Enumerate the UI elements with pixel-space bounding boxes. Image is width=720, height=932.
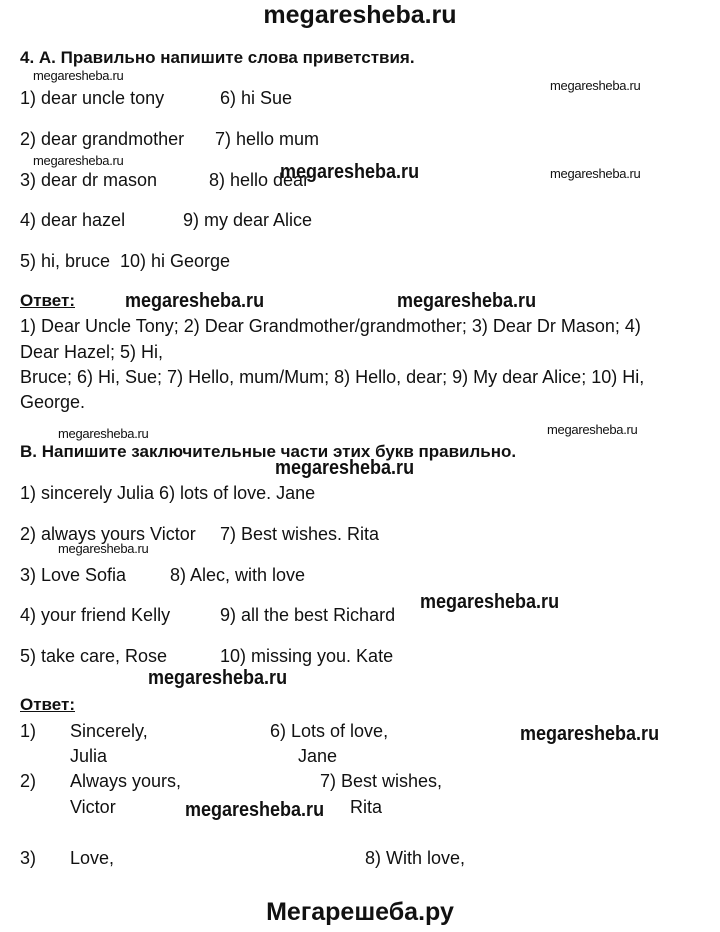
watermark: megaresheba.ru	[58, 426, 149, 441]
exercise-item: 3) dear dr mason	[20, 170, 158, 190]
answer-label: Ответ:	[20, 695, 75, 714]
section-b-title: B. Напишите заключительные части этих букв правильно.	[20, 442, 517, 461]
watermark: megaresheba.ru	[125, 290, 265, 312]
watermark: megaresheba.ru	[58, 541, 149, 556]
watermark: megaresheba.ru	[148, 667, 288, 689]
watermark: megaresheba.ru	[550, 166, 641, 181]
site-header: megaresheba.ru	[263, 1, 457, 29]
answer-closing: 6) Lots of love,	[270, 721, 389, 741]
answer-signature: Julia	[70, 746, 108, 766]
exercise-item: 7) hello mum	[215, 129, 320, 149]
exercise-item: 4) your friend Kelly	[20, 605, 171, 625]
watermark: megaresheba.ru	[280, 161, 420, 183]
answer-line: George.	[20, 392, 86, 412]
exercise-item: 5) take care, Rose	[20, 646, 168, 666]
exercise-item: 2) always yours Victor	[20, 524, 196, 544]
watermark: megaresheba.ru	[420, 591, 560, 613]
answer-number: 3)	[20, 848, 37, 868]
exercise-item: 10) hi George	[120, 251, 231, 271]
site-footer: Мегарешеба.ру	[266, 898, 454, 926]
exercise-item: 9) my dear Alice	[183, 210, 313, 230]
exercise-item: 1) sincerely Julia 6) lots of love. Jane	[20, 483, 316, 503]
answer-line: Bruce; 6) Hi, Sue; 7) Hello, mum/Mum; 8) Hello, dear; 9) My dear Alice; 10) Hi,	[20, 367, 645, 387]
watermark: megaresheba.ru	[520, 723, 660, 745]
answer-signature: Rita	[350, 797, 383, 817]
exercise-item: 1) dear uncle tony	[20, 88, 165, 108]
answer-closing: Love,	[70, 848, 115, 868]
section-a-title: 4. А. Правильно напишите слова приветствия.	[20, 48, 415, 67]
exercise-item: 6) hi Sue	[220, 88, 293, 108]
watermark: megaresheba.ru	[550, 78, 641, 93]
answer-closing: 7) Best wishes,	[320, 771, 443, 791]
watermark: megaresheba.ru	[33, 68, 124, 83]
answer-signature: Jane	[298, 746, 338, 766]
answer-number: 1)	[20, 721, 37, 741]
answer-line: 1) Dear Uncle Tony; 2) Dear Grandmother/grandmother; 3) Dear Dr Mason; 4)	[20, 316, 641, 336]
exercise-item: 4) dear hazel	[20, 210, 126, 230]
answer-label: Ответ:	[20, 291, 75, 310]
watermark: megaresheba.ru	[547, 422, 638, 437]
answer-line: Dear Hazel; 5) Hi,	[20, 342, 164, 362]
exercise-item: 2) dear grandmother	[20, 129, 185, 149]
answer-signature: Victor	[70, 797, 116, 817]
answer-closing: 8) With love,	[365, 848, 466, 868]
watermark: megaresheba.ru	[33, 153, 124, 168]
exercise-item: 8) hello dear	[209, 170, 310, 190]
exercise-item: 8) Alec, with love	[170, 565, 306, 585]
exercise-item: 5) hi, bruce	[20, 251, 111, 271]
answer-closing: Sincerely,	[70, 721, 148, 741]
answer-number: 2)	[20, 771, 37, 791]
answer-closing: Always yours,	[70, 771, 182, 791]
exercise-item: 10) missing you. Kate	[220, 646, 394, 666]
exercise-item: 3) Love Sofia	[20, 565, 127, 585]
watermark: megaresheba.ru	[185, 799, 325, 821]
watermark: megaresheba.ru	[275, 457, 415, 479]
watermark: megaresheba.ru	[397, 290, 537, 312]
exercise-item: 7) Best wishes. Rita	[220, 524, 380, 544]
exercise-item: 9) all the best Richard	[220, 605, 396, 625]
